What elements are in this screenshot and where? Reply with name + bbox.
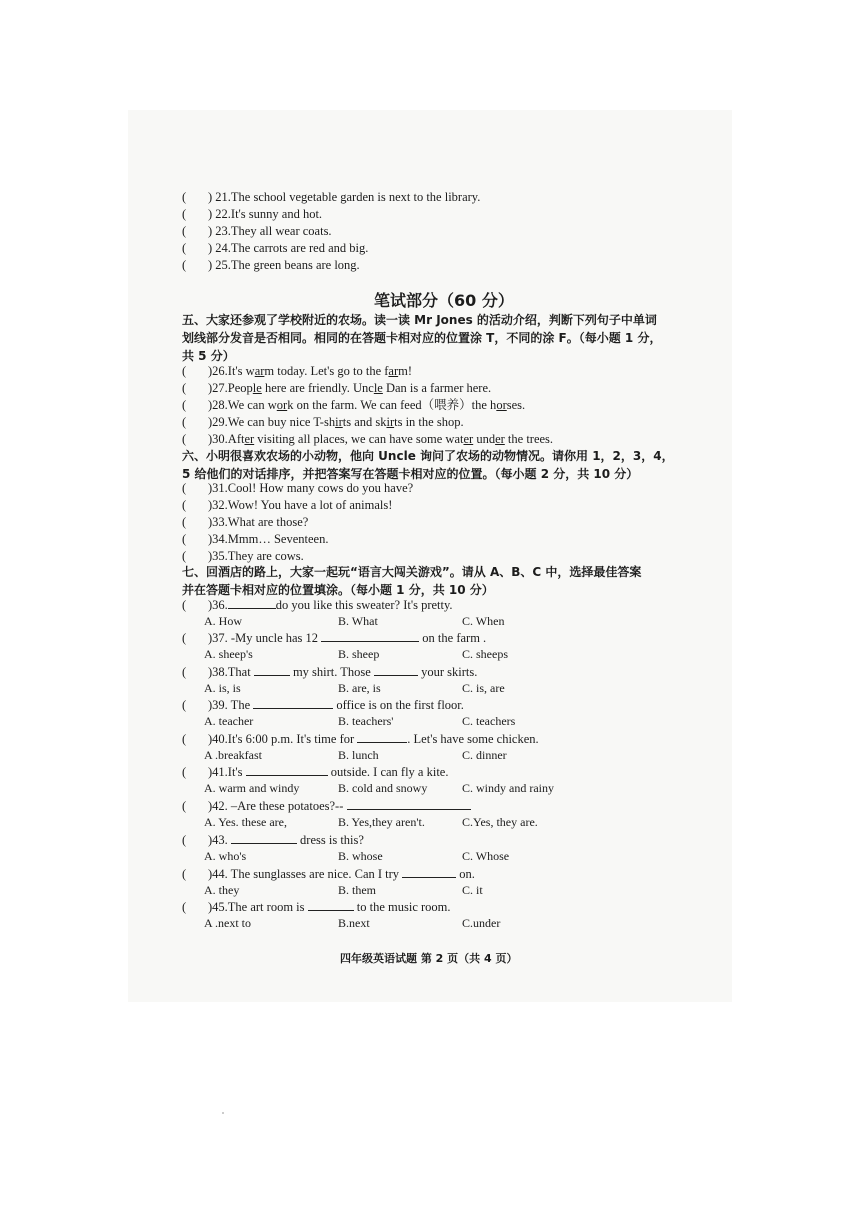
- underlined-letters: ir: [386, 415, 395, 429]
- section7-instructions: 并在答题卡相对应的位置填涂。（每小题 1 分，共 10 分）: [182, 583, 494, 597]
- question-text: [208, 764, 448, 780]
- question-text: [208, 363, 412, 379]
- answer-blank[interactable]: [374, 664, 418, 676]
- answer-paren[interactable]: (: [182, 549, 187, 563]
- sentence-part: dress is this?: [296, 833, 364, 847]
- answer-blank[interactable]: [253, 697, 333, 709]
- answer-paren[interactable]: (: [182, 598, 187, 612]
- question-text: ) 23.They all wear coats.: [208, 224, 332, 238]
- question-text: [208, 597, 453, 613]
- sentence-part: )39. The: [208, 698, 254, 712]
- underlined-letters: or: [496, 398, 507, 412]
- answer-paren[interactable]: (: [182, 381, 187, 395]
- answer-paren[interactable]: (: [182, 833, 187, 847]
- section5-instructions: 五、大家还参观了学校附近的农场。读一读 Mr Jones 的活动介绍，判断下列句子中单词: [182, 313, 657, 327]
- answer-paren[interactable]: (: [182, 364, 187, 378]
- answer-paren[interactable]: (: [182, 900, 187, 914]
- question-text: [208, 731, 539, 747]
- answer-paren[interactable]: (: [182, 415, 187, 429]
- scan-speck: [222, 1112, 224, 1114]
- question-text: [208, 414, 464, 430]
- sentence-part: )42. –Are these potatoes?--: [208, 799, 347, 813]
- option-b[interactable]: B. Yes,they aren't.: [338, 815, 425, 829]
- sentence-part: m today. Let's go to the f: [264, 364, 389, 378]
- answer-paren[interactable]: (: [182, 532, 187, 546]
- question-text: [208, 431, 553, 447]
- question-text: [208, 380, 491, 396]
- sentence-part: m!: [398, 364, 413, 378]
- sentence-part: visiting all places, we can have some wat: [254, 432, 464, 446]
- section5-instructions: 共 5 分）: [182, 349, 235, 363]
- answer-paren[interactable]: (: [182, 398, 187, 412]
- option-a[interactable]: A. they: [204, 883, 240, 897]
- option-a[interactable]: A. How: [204, 614, 242, 628]
- question-text: ) 21.The school vegetable garden is next to the library.: [208, 190, 481, 204]
- sentence-part: outside. I can fly a kite.: [327, 765, 449, 779]
- sentence-part: office is on the first floor.: [333, 698, 464, 712]
- question-text: [208, 798, 471, 814]
- sentence-part: k on the farm. We can feed（喂养）the h: [287, 398, 497, 412]
- option-c[interactable]: C. sheeps: [462, 647, 508, 661]
- option-c[interactable]: C.under: [462, 916, 501, 930]
- question-text: [208, 630, 486, 646]
- answer-paren[interactable]: (: [182, 665, 187, 679]
- question-text: [208, 899, 451, 915]
- underlined-letters: le: [252, 381, 262, 395]
- option-b[interactable]: B.next: [338, 916, 370, 930]
- underlined-letters: ar: [254, 364, 265, 378]
- sentence-part: )43.: [208, 833, 231, 847]
- question-text: )35.They are cows.: [208, 549, 304, 563]
- sentence-part: )26.It's w: [208, 364, 255, 378]
- answer-blank[interactable]: [308, 899, 354, 911]
- answer-paren[interactable]: (: [182, 498, 187, 512]
- option-a[interactable]: A .next to: [204, 916, 251, 930]
- answer-paren[interactable]: (: [182, 258, 187, 272]
- sentence-part: )27.Peop: [208, 381, 253, 395]
- sentence-part: )37. -My uncle has 12: [208, 631, 322, 645]
- section5-instructions: 划线部分发音是否相同。相同的在答题卡相对应的位置涂 T，不同的涂 F。（每小题 1 分，: [182, 331, 662, 345]
- question-text: [208, 866, 475, 882]
- option-b[interactable]: B. are, is: [338, 681, 381, 695]
- question-text: ) 24.The carrots are red and big.: [208, 241, 369, 255]
- option-c[interactable]: C. it: [462, 883, 483, 897]
- option-b[interactable]: B. whose: [338, 849, 383, 863]
- answer-blank[interactable]: [347, 798, 471, 810]
- question-text: ) 25.The green beans are long.: [208, 258, 360, 272]
- sentence-part: )44. The sunglasses are nice. Can I try: [208, 867, 403, 881]
- answer-paren[interactable]: (: [182, 207, 187, 221]
- option-c[interactable]: C. dinner: [462, 748, 507, 762]
- option-c[interactable]: C.Yes, they are.: [462, 815, 538, 829]
- sentence-part: )28.We can w: [208, 398, 277, 412]
- section7-instructions: 七、回酒店的路上，大家一起玩“语言大闯关游戏”。请从 A、B、C 中，选择最佳答案: [182, 565, 642, 579]
- question-text: )31.Cool! How many cows do you have?: [208, 481, 414, 495]
- option-b[interactable]: B. them: [338, 883, 376, 897]
- answer-blank[interactable]: [321, 630, 419, 642]
- underlined-letters: er: [463, 432, 474, 446]
- sentence-part: . Let's have some chicken.: [407, 732, 539, 746]
- answer-paren[interactable]: (: [182, 481, 187, 495]
- answer-blank[interactable]: [228, 597, 276, 609]
- answer-paren[interactable]: (: [182, 515, 187, 529]
- option-a[interactable]: A. teacher: [204, 714, 254, 728]
- page-footer: 四年级英语试题 第 2 页（共 4 页）: [340, 952, 518, 965]
- option-b[interactable]: B. sheep: [338, 647, 380, 661]
- underlined-letters: ar: [388, 364, 399, 378]
- answer-blank[interactable]: [357, 731, 407, 743]
- option-a[interactable]: A. who's: [204, 849, 247, 863]
- sentence-part: ts in the shop.: [394, 415, 464, 429]
- exam-page: [128, 110, 732, 1002]
- sentence-part: )29.We can buy nice T-sh: [208, 415, 336, 429]
- sentence-part: your skirts.: [417, 665, 478, 679]
- answer-paren[interactable]: (: [182, 224, 187, 238]
- sentence-part: und: [473, 432, 496, 446]
- sentence-part: )30.Aft: [208, 432, 245, 446]
- option-b[interactable]: B. teachers': [338, 714, 394, 728]
- answer-paren[interactable]: (: [182, 190, 187, 204]
- option-c[interactable]: C. teachers: [462, 714, 516, 728]
- answer-paren[interactable]: (: [182, 799, 187, 813]
- question-text: [208, 664, 477, 680]
- sentence-part: to the music room.: [353, 900, 451, 914]
- answer-blank[interactable]: [246, 764, 328, 776]
- sentence-part: ts and sk: [342, 415, 387, 429]
- underlined-letters: er: [244, 432, 255, 446]
- answer-paren[interactable]: (: [182, 241, 187, 255]
- sentence-part: my shirt. Those: [289, 665, 374, 679]
- sentence-part: on.: [456, 867, 475, 881]
- option-c[interactable]: C. When: [462, 614, 505, 628]
- question-text: [208, 397, 525, 413]
- option-a[interactable]: A. sheep's: [204, 647, 253, 661]
- option-b[interactable]: B. cold and snowy: [338, 781, 428, 795]
- underlined-letters: er: [495, 432, 505, 446]
- answer-blank[interactable]: [254, 664, 290, 676]
- sentence-part: the trees.: [504, 432, 554, 446]
- underlined-letters: le: [373, 381, 383, 395]
- question-text: [208, 697, 464, 713]
- answer-paren[interactable]: (: [182, 698, 187, 712]
- sentence-part: )45.The art room is: [208, 900, 308, 914]
- sentence-part: ses.: [506, 398, 526, 412]
- question-text: )34.Mmm… Seventeen.: [208, 532, 329, 546]
- answer-paren[interactable]: (: [182, 867, 187, 881]
- answer-paren[interactable]: (: [182, 631, 187, 645]
- answer-blank[interactable]: [402, 866, 456, 878]
- question-text: ) 22.It's sunny and hot.: [208, 207, 323, 221]
- answer-paren[interactable]: (: [182, 765, 187, 779]
- question-text: )32.Wow! You have a lot of animals!: [208, 498, 393, 512]
- answer-paren[interactable]: (: [182, 432, 187, 446]
- section-title: 笔试部分（60 分）: [374, 291, 514, 310]
- question-text: )33.What are those?: [208, 515, 309, 529]
- option-b[interactable]: B. lunch: [338, 748, 379, 762]
- option-c[interactable]: C. Whose: [462, 849, 510, 863]
- option-c[interactable]: C. windy and rainy: [462, 781, 554, 795]
- sentence-part: )38.That: [208, 665, 254, 679]
- underlined-letters: ir: [335, 415, 343, 429]
- sentence-part: )36.: [208, 598, 228, 612]
- option-a[interactable]: A. is, is: [204, 681, 241, 695]
- sentence-part: on the farm .: [419, 631, 487, 645]
- sentence-part: do you like this sweater? It's pretty.: [275, 598, 453, 612]
- option-a[interactable]: A. Yes. these are,: [204, 815, 287, 829]
- question-text: [208, 832, 364, 848]
- answer-paren[interactable]: (: [182, 732, 187, 746]
- answer-blank[interactable]: [231, 832, 297, 844]
- option-c[interactable]: C. is, are: [462, 681, 505, 695]
- underlined-letters: or: [276, 398, 288, 412]
- option-b[interactable]: B. What: [338, 614, 378, 628]
- section6-instructions: 六、小明很喜欢农场的小动物，他向 Uncle 询问了农场的动物情况。请你用 1，2，3，4，: [182, 449, 674, 463]
- section6-instructions: 5 给他们的对话排序，并把答案写在答题卡相对应的位置。（每小题 2 分，共 10 分）: [182, 467, 639, 481]
- sentence-part: here are friendly. Unc: [261, 381, 374, 395]
- sentence-part: )40.It's 6:00 p.m. It's time for: [208, 732, 358, 746]
- option-a[interactable]: A. warm and windy: [204, 781, 300, 795]
- sentence-part: Dan is a farmer here.: [382, 381, 492, 395]
- option-a[interactable]: A .breakfast: [204, 748, 262, 762]
- sentence-part: )41.It's: [208, 765, 246, 779]
